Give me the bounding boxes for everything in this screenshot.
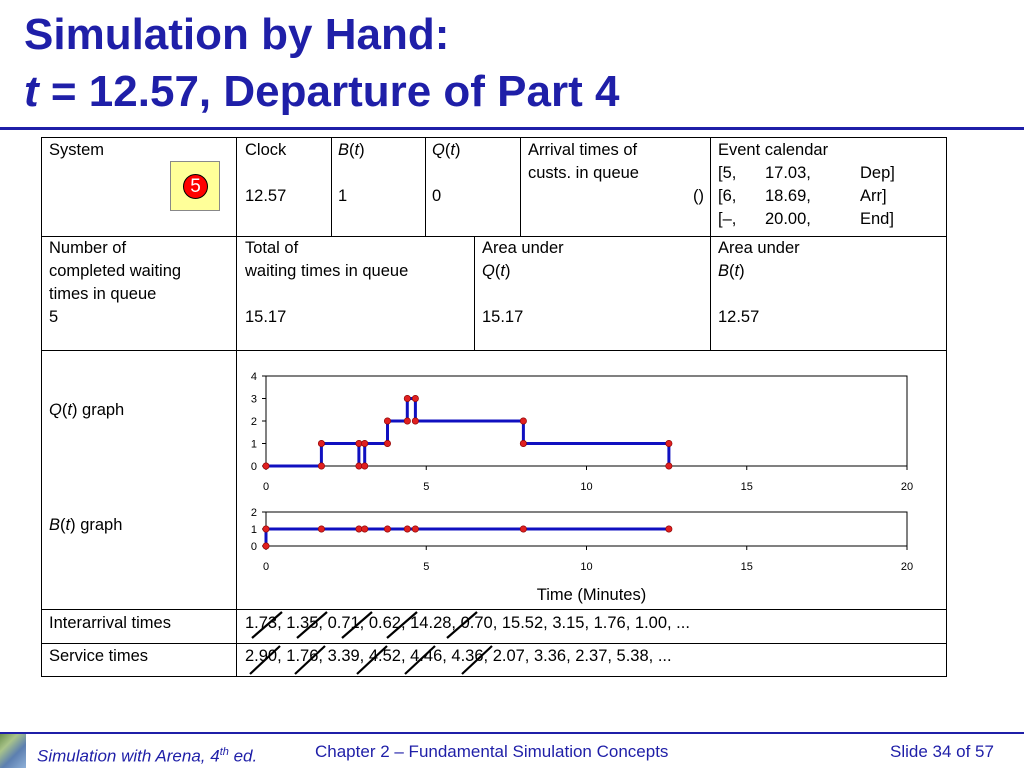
title-t: t [24, 67, 39, 116]
arena-logo-icon [0, 734, 26, 768]
q-point [404, 395, 410, 401]
b-label: B(t) [338, 141, 365, 159]
event-2-kind: End] [860, 210, 894, 228]
b-xtick-label: 20 [900, 561, 914, 573]
footer-chapter: Chapter 2 – Fundamental Simulation Concepts [315, 742, 669, 761]
q-point [412, 395, 418, 401]
q-graph-label: Q(t) graph [49, 401, 125, 419]
arrival-label-2: custs. in queue [528, 164, 639, 182]
completed-cell [49, 237, 181, 329]
b-xtick-label: 10 [580, 561, 593, 573]
q-point [520, 440, 526, 446]
strike-service-5 [462, 646, 492, 674]
event-1-time: 18.69, [765, 187, 811, 205]
completed-label-3: times in queue [49, 285, 157, 303]
table-col-divider-event [710, 137, 711, 350]
b-ytick-label: 2 [250, 507, 257, 519]
q-point [318, 440, 324, 446]
arrival-value: () [693, 187, 704, 205]
b-xtick-label: 0 [262, 561, 270, 573]
event-0-kind: Dep] [860, 164, 895, 182]
clock-label: Clock [245, 141, 287, 159]
b-point [666, 526, 672, 532]
title-line-2 [24, 63, 619, 120]
area-q-value: 15.17 [482, 308, 524, 326]
system-label: System [49, 141, 105, 159]
area-b-value: 12.57 [718, 308, 760, 326]
strike-interarrival-4 [387, 612, 417, 638]
event-calendar-label: Event calendar [718, 141, 829, 159]
q-xtick-label: 10 [580, 481, 593, 493]
total-wait-label-2: waiting times in queue [245, 262, 409, 280]
q-xtick-label: 5 [423, 481, 430, 493]
total-wait-label-1: Total of [245, 239, 299, 257]
b-point [404, 526, 410, 532]
strike-service-2 [295, 646, 325, 674]
footer-rule [0, 732, 1024, 734]
strike-service-3 [357, 646, 387, 674]
completed-label-2: completed waiting [49, 262, 182, 280]
title-line-1: Simulation by Hand: [24, 10, 450, 59]
title-rule [0, 127, 1024, 130]
event-2-time: 20.00, [765, 210, 811, 228]
b-point [384, 526, 390, 532]
b-ytick-label: 1 [250, 524, 257, 536]
b-value: 1 [338, 187, 348, 205]
q-ytick-label: 4 [250, 371, 257, 383]
q-xtick-label: 15 [740, 481, 753, 493]
table-border-right [946, 137, 947, 677]
q-point [356, 440, 362, 446]
interarrival-label: Interarrival times [49, 614, 171, 632]
q-point [520, 418, 526, 424]
strike-interarrival-1 [252, 612, 282, 638]
q-plot-frame [266, 376, 907, 466]
q-point [404, 418, 410, 424]
q-point [362, 463, 368, 469]
b-point [412, 526, 418, 532]
q-point [384, 440, 390, 446]
event-1-kind: Arr] [860, 187, 887, 205]
q-point [356, 463, 362, 469]
system-count-badge: 5 [183, 174, 208, 199]
event-0-type: [5, [718, 164, 737, 182]
b-point [362, 526, 368, 532]
x-axis-label: Time (Minutes) [536, 586, 647, 604]
area-q-var: Q(t) [482, 262, 511, 280]
q-ytick-label: 2 [250, 416, 257, 428]
b-point [263, 526, 269, 532]
table-col-divider-b [331, 137, 332, 236]
area-b-var: B(t) [718, 262, 745, 280]
b-point [520, 526, 526, 532]
strike-interarrival-5 [447, 612, 477, 638]
completed-label-1: Number of [49, 239, 127, 257]
table-border-top [41, 137, 947, 138]
q-cell [432, 139, 460, 208]
arrival-cell [528, 139, 704, 208]
graphs-svg [240, 352, 940, 607]
q-ytick-label: 0 [250, 461, 257, 473]
area-q-label: Area under [482, 239, 564, 257]
event-2-type: [–, [718, 210, 737, 228]
q-ytick-label: 1 [250, 438, 257, 451]
strikeout-marks [240, 608, 500, 678]
table-col-divider-arrival [520, 137, 521, 236]
b-graph-label: B(t) graph [49, 516, 123, 534]
q-point [666, 440, 672, 446]
event-calendar-cell [718, 139, 918, 231]
footer-slide-number: Slide 34 of 57 [890, 742, 994, 761]
footer-book: Simulation with Arena, 4th ed. [37, 746, 258, 766]
area-b-label: Area under [718, 239, 800, 257]
table-col-divider-main [236, 137, 237, 677]
q-value: 0 [432, 187, 442, 205]
b-point [263, 543, 269, 549]
q-point [318, 463, 324, 469]
total-wait-cell [245, 237, 408, 329]
arrival-label-1: Arrival times of [528, 141, 638, 159]
q-xtick-label: 0 [262, 481, 270, 493]
service-label: Service times [49, 647, 149, 665]
b-point [356, 526, 362, 532]
area-q-cell [482, 237, 564, 329]
strike-interarrival-3 [342, 612, 372, 638]
strike-service-1 [250, 646, 280, 674]
table-col-divider-q [425, 137, 426, 236]
strike-service-4 [405, 646, 435, 674]
event-0-time: 17.03, [765, 164, 811, 182]
strike-interarrival-2 [297, 612, 327, 638]
title-line-2-rest: = 12.57, Departure of Part 4 [38, 67, 620, 116]
b-cell [338, 139, 365, 208]
completed-value: 5 [49, 308, 59, 326]
b-point [318, 526, 324, 532]
clock-cell [245, 139, 286, 208]
interarrival-values: 1.73, 1.35, 0.71, 0.62, 14.28, 0.70, 15.52, 3.15, 1.76, 1.00, ... [245, 614, 690, 632]
area-b-cell [718, 237, 800, 329]
system-counter [170, 161, 220, 211]
b-xtick-label: 15 [740, 561, 753, 573]
table-line-2 [41, 350, 947, 351]
table-col-divider-area [474, 236, 475, 350]
q-xtick-label: 20 [900, 481, 914, 493]
service-values: 2.90, 1.76, 3.39, 4.52, 4.46, 4.36, 2.07, 3.36, 2.37, 5.38, ... [245, 647, 672, 665]
slide-title [24, 6, 619, 120]
q-point [384, 418, 390, 424]
q-point [362, 440, 368, 446]
q-point [666, 463, 672, 469]
event-1-type: [6, [718, 187, 737, 205]
b-xtick-label: 5 [423, 561, 430, 573]
total-wait-value: 15.17 [245, 308, 287, 326]
q-ytick-label: 3 [250, 393, 257, 406]
q-point [412, 418, 418, 424]
q-label: Q(t) [432, 141, 461, 159]
event-calendar-list [718, 162, 918, 231]
q-point [263, 463, 269, 469]
clock-value: 12.57 [245, 187, 287, 205]
table-border-left [41, 137, 42, 677]
b-ytick-label: 0 [250, 541, 257, 553]
